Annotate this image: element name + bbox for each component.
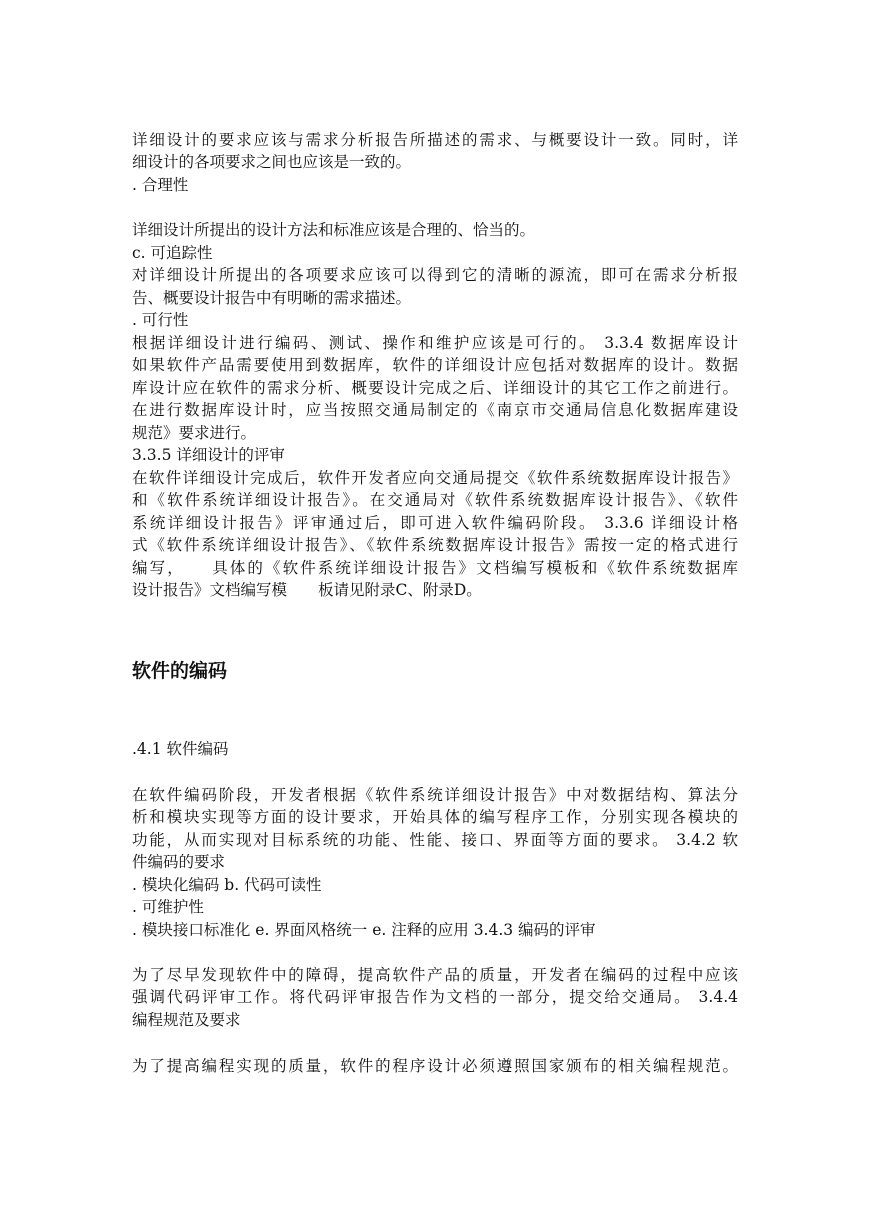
list-item-label: . 可行性 (132, 311, 189, 329)
body-text-line: 详细设计所提出的设计方法和标准应该是合理的、恰当的。 (132, 221, 536, 239)
body-text-line: 编程规范及要求 (132, 1011, 241, 1029)
list-item-label: . 合理性 (132, 176, 189, 194)
body-text-line: 编写， 具体的《软件系统详细设计报告》文档编写模板和《软件系统数据库 (132, 559, 738, 577)
body-text-line: 件编码的要求 (132, 853, 226, 871)
body-text-line: 如果软件产品需要使用到数据库，软件的详细设计应包括对数据库的设计。数据 (132, 356, 738, 374)
body-text-line: 库设计应在软件的需求分析、概要设计完成之后、详细设计的其它工作之前进行。 (132, 379, 738, 397)
list-item-label: . 可维护性 (132, 898, 204, 916)
list-item-label: . 模块化编码 b. 代码可读性 (132, 876, 322, 894)
subsection-title: .4.1 软件编码 (132, 740, 229, 758)
list-item-label: . 模块接口标准化 e. 界面风格统一 e. 注释的应用 3.4.3 编码的评审 (132, 921, 596, 939)
list-item-label: c. 可追踪性 (132, 244, 213, 262)
subsection-title: 3.3.5 详细设计的评审 (132, 446, 285, 464)
body-text-line: 式《软件系统详细设计报告》、《软件系统数据库设计报告》需按一定的格式进行 (132, 536, 738, 554)
body-text-line: 规范》要求进行。 (132, 424, 257, 442)
section-heading: 软件的编码 (132, 660, 228, 682)
body-text-line: 为了尽早发现软件中的障碍，提高软件产品的质量，开发者在编码的过程中应该 (132, 966, 738, 984)
body-text-line: 详细设计的要求应该与需求分析报告所描述的需求、与概要设计一致。同时，详 (132, 131, 738, 149)
body-text-line: 对详细设计所提出的各项要求应该可以得到它的清晰的源流，即可在需求分析报 (132, 266, 738, 284)
body-text-line: 析和模块实现等方面的设计要求，开始具体的编写程序工作，分别实现各模块的 (132, 808, 738, 826)
body-text-line: 在软件详细设计完成后，软件开发者应向交通局提交《软件系统数据库设计报告》 (132, 469, 738, 487)
body-text-line: 根据详细设计进行编码、测试、操作和维护应该是可行的。 3.3.4 数据库设计 (132, 334, 738, 352)
body-text-line: 功能，从而实现对目标系统的功能、性能、接口、界面等方面的要求。 3.4.2 软 (132, 831, 738, 849)
body-text-line: 告、概要设计报告中有明晰的需求描述。 (132, 289, 412, 307)
body-text-line: 为了提高编程实现的质量，软件的程序设计必须遵照国家颁布的相关编程规范。 (132, 1057, 738, 1075)
body-text-line: 细设计的各项要求之间也应该是一致的。 (132, 153, 412, 171)
body-text-line: 在软件编码阶段，开发者根据《软件系统详细设计报告》中对数据结构、算法分 (132, 786, 738, 804)
body-text-line: 设计报告》文档编写模 板请见附录C、附录D。 (132, 581, 482, 599)
body-text-line: 系统详细设计报告》评审通过后，即可进入软件编码阶段。 3.3.6 详细设计格 (132, 514, 738, 532)
body-text-line: 和《软件系统详细设计报告》。在交通局对《软件系统数据库设计报告》、《软件 (132, 491, 738, 509)
body-text-line: 强调代码评审工作。将代码评审报告作为文档的一部分，提交给交通局。 3.4.4 (132, 988, 738, 1006)
body-text-line: 在进行数据库设计时，应当按照交通局制定的《南京市交通局信息化数据库建设 (132, 401, 738, 419)
